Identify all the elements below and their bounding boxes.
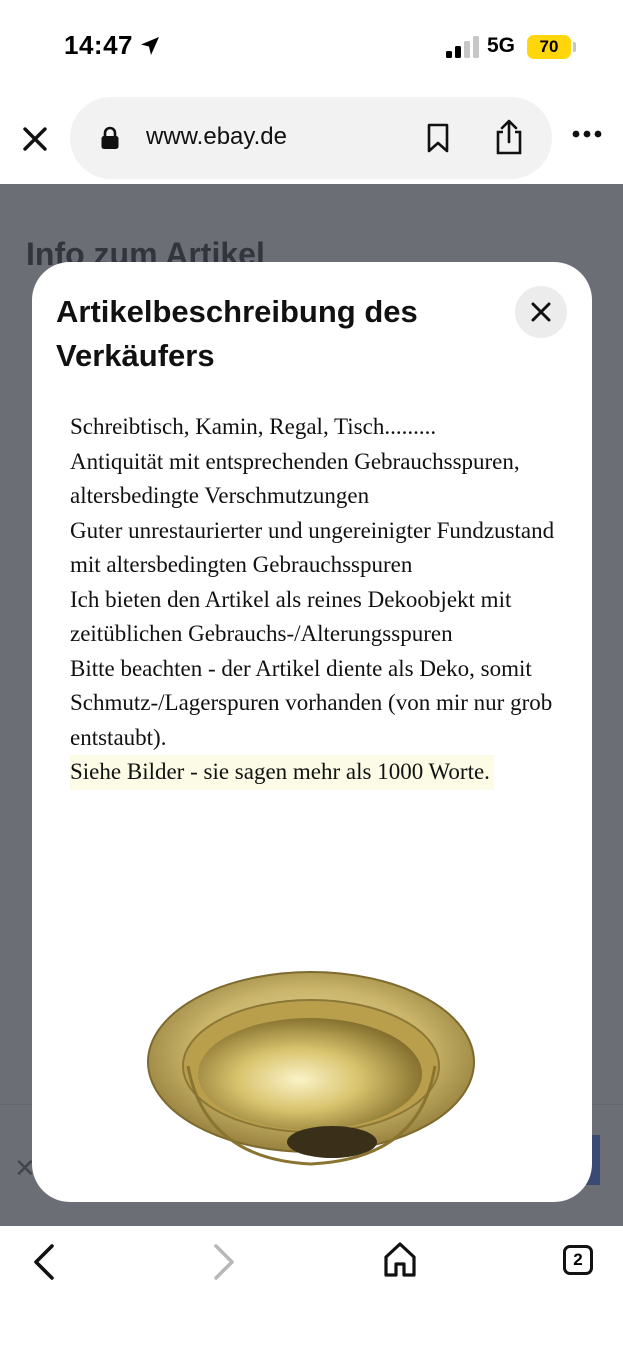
close-tab-button[interactable] <box>18 122 52 156</box>
back-arrow-icon[interactable] <box>30 1242 60 1282</box>
description-line: Bitte beachten - der Artikel diente als Deko, somit Schmutz-/Lagerspuren vorhanden (von mir nur grob entstaubt). <box>70 655 553 750</box>
brass-bowl-photo <box>70 954 554 1176</box>
battery-cap <box>573 42 576 52</box>
close-icon <box>531 302 551 322</box>
status-time: 14:47 <box>64 30 133 60</box>
forward-arrow-icon[interactable] <box>208 1242 238 1282</box>
location-arrow-icon <box>138 34 162 58</box>
description-line: Guter unrestaurierter und ungereinigter Fundzustand mit altersbedingten Gebrauchsspuren <box>70 517 555 577</box>
description-line: Ich bieten den Artikel als reines Dekoobjekt mit zeitüblichen Gebrauchs-/Alterungsspuren <box>70 586 512 646</box>
battery-indicator: 70 <box>527 35 571 59</box>
share-icon[interactable] <box>494 119 524 155</box>
seller-description <box>70 410 570 790</box>
home-icon[interactable] <box>382 1241 418 1279</box>
modal-title: Artikelbeschreibung des Verkäufers <box>56 294 418 373</box>
description-highlight-line: Siehe Bilder - sie sagen mehr als 1000 Worte. <box>70 755 494 790</box>
description-line: Schreibtisch, Kamin, Regal, Tisch......... <box>70 414 437 439</box>
signal-icon <box>446 36 480 58</box>
more-icon[interactable] <box>571 129 603 139</box>
address-bar[interactable] <box>70 97 552 179</box>
url-text: www.ebay.de <box>146 123 287 150</box>
description-modal <box>32 262 592 1202</box>
browser-top-bar <box>0 92 623 184</box>
close-icon <box>22 126 48 152</box>
status-bar <box>0 0 623 92</box>
browser-bottom-toolbar <box>0 1226 623 1350</box>
tabs-button[interactable]: 2 <box>563 1245 593 1275</box>
bookmark-icon[interactable] <box>426 123 450 153</box>
description-line: Antiquität mit entsprechenden Gebrauchsspuren, altersbedingte Verschmutzungen <box>70 448 520 508</box>
network-label: 5G <box>487 34 516 57</box>
lock-icon <box>100 126 120 150</box>
modal-close-button[interactable] <box>515 286 567 338</box>
